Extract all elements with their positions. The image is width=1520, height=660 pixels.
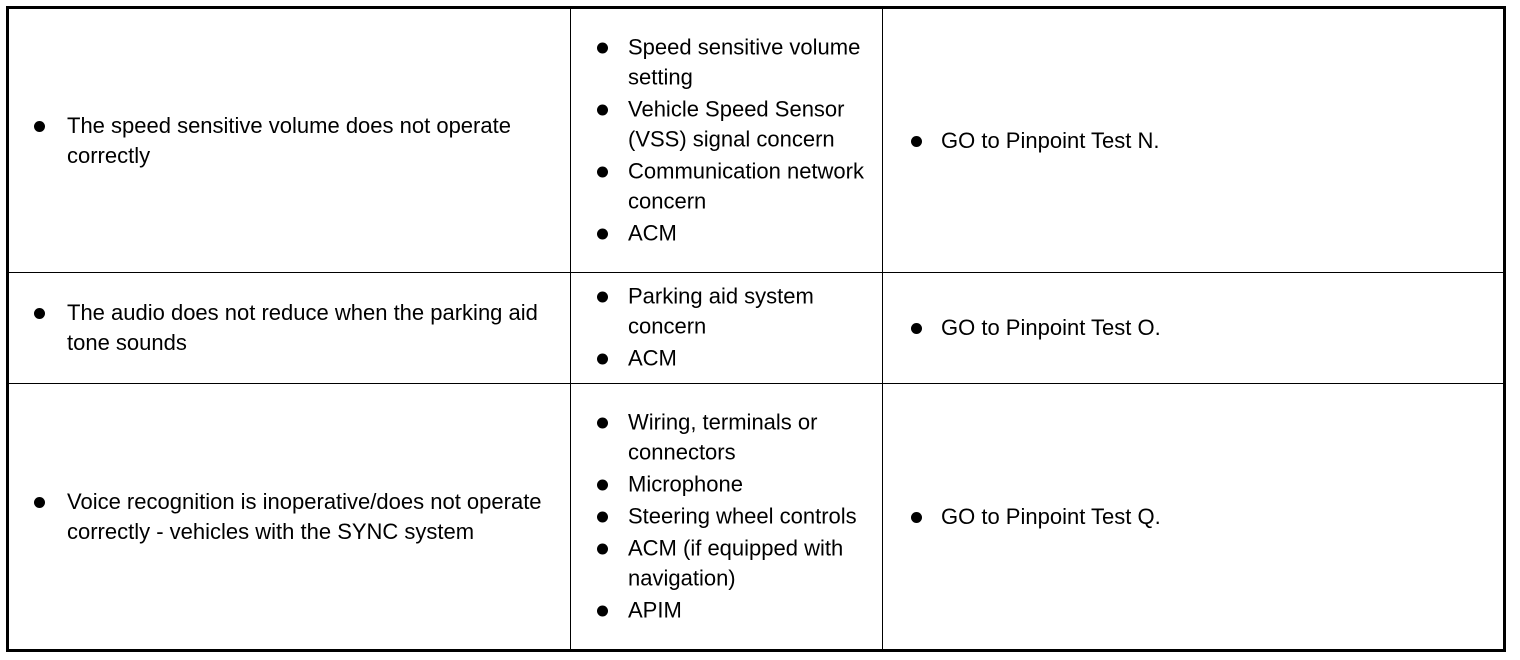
bullet-icon	[597, 42, 608, 53]
action-cell	[883, 273, 1503, 383]
cause-text: Vehicle Speed Sensor (VSS) signal concern	[628, 96, 845, 151]
cause-item	[571, 533, 882, 593]
cause-item	[571, 501, 882, 531]
bullet-icon	[597, 479, 608, 490]
cause-text: Wiring, terminals or connectors	[628, 409, 818, 464]
action-item	[883, 313, 1503, 343]
cause-text: Parking aid system concern	[628, 283, 814, 339]
action-text: GO to Pinpoint Test N.	[941, 127, 1160, 153]
action-item	[883, 126, 1503, 156]
symptom-text: The audio does not reduce when the parking aid tone sounds	[67, 300, 538, 355]
bullet-icon	[34, 497, 45, 508]
action-text: GO to Pinpoint Test Q.	[941, 503, 1161, 529]
symptom-text: The speed sensitive volume does not operate correctly	[67, 112, 511, 168]
cause-item	[571, 595, 882, 625]
cause-text: Communication network concern	[628, 158, 864, 213]
bullet-icon	[597, 166, 608, 177]
causes-cell	[571, 9, 883, 272]
bullet-icon	[597, 104, 608, 115]
cause-item	[571, 32, 882, 92]
symptom-item	[9, 111, 570, 171]
action-cell	[883, 9, 1503, 272]
bullet-icon	[34, 308, 45, 319]
bullet-icon	[597, 354, 608, 365]
table-row	[9, 384, 1503, 649]
cause-item	[571, 218, 882, 248]
table-row	[9, 9, 1503, 273]
symptom-item	[9, 487, 570, 547]
diagnostic-table	[6, 6, 1506, 652]
cause-item	[571, 469, 882, 499]
bullet-icon	[597, 228, 608, 239]
cause-item	[571, 344, 882, 374]
cause-text: ACM (if equipped with navigation)	[628, 535, 844, 590]
table-row	[9, 273, 1503, 384]
cause-text: Microphone	[628, 471, 743, 496]
causes-cell	[571, 384, 883, 649]
cause-text: Speed sensitive volume setting	[628, 34, 861, 89]
bullet-icon	[911, 512, 922, 523]
cause-item	[571, 156, 882, 216]
causes-cell	[571, 273, 883, 383]
cause-text: ACM	[628, 220, 677, 245]
bullet-icon	[597, 605, 608, 616]
action-text: GO to Pinpoint Test O.	[941, 315, 1161, 340]
bullet-icon	[597, 543, 608, 554]
symptom-cell	[9, 9, 571, 272]
symptom-text: Voice recognition is inoperative/does not operate correctly - vehicles with the SYNC system	[67, 488, 542, 544]
symptom-cell	[9, 384, 571, 649]
cause-text: ACM	[628, 345, 677, 371]
action-cell	[883, 384, 1503, 649]
cause-text: Steering wheel controls	[628, 503, 857, 528]
bullet-icon	[911, 323, 922, 334]
symptom-cell	[9, 273, 571, 383]
bullet-icon	[911, 136, 922, 147]
bullet-icon	[597, 292, 608, 303]
cause-text: APIM	[628, 597, 682, 622]
action-item	[883, 502, 1503, 532]
bullet-icon	[597, 417, 608, 428]
cause-item	[571, 407, 882, 467]
bullet-icon	[597, 511, 608, 522]
cause-item	[571, 282, 882, 342]
cause-item	[571, 94, 882, 154]
bullet-icon	[34, 121, 45, 132]
symptom-item	[9, 298, 570, 358]
